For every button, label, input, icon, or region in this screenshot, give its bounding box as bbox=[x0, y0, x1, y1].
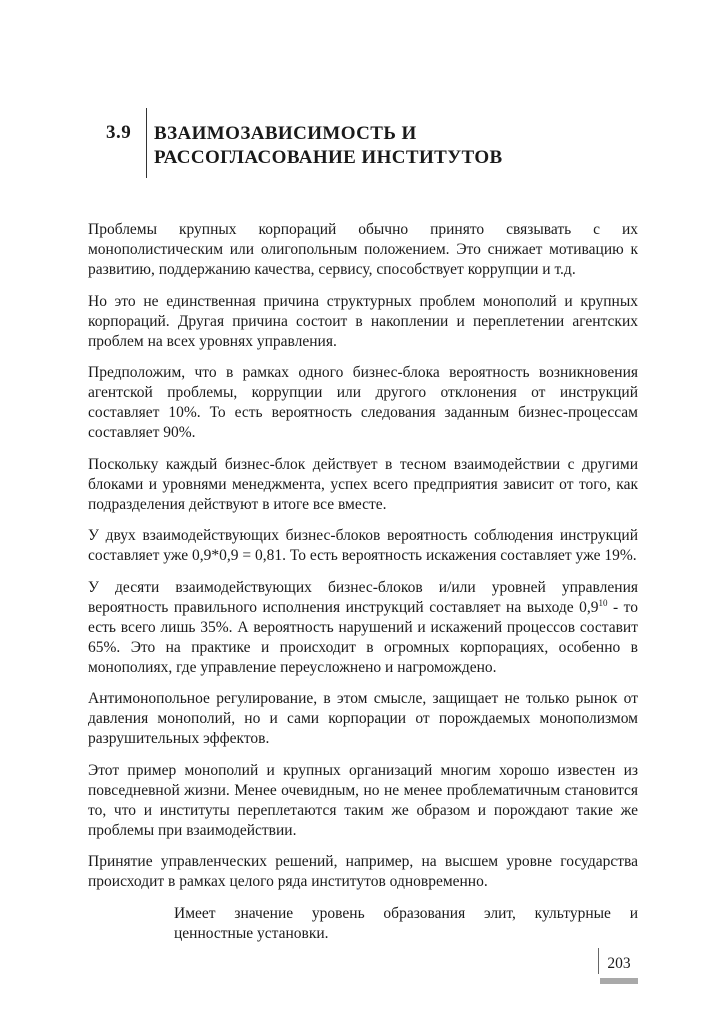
paragraph: Принятие управленческих решений, например, на высшем уровне государства происходит в рамках целого ряда институтов одновременно. bbox=[88, 853, 638, 890]
page-number-bar bbox=[600, 978, 638, 984]
paragraph: Поскольку каждый бизнес-блок действует в тесном взаимодействии с другими блоками и уровнями менеджмента, успех всего предприятия зависит от того, как подразделения действуют в итоге все вместе. bbox=[88, 455, 638, 513]
section-title-line: РАССОГЛАСОВАНИЕ ИНСТИТУТОВ bbox=[154, 147, 503, 168]
paragraph-part: - то есть всего лишь 35%. А вероятность нарушений и искажений процессов составит 65%. Это на практике и происходит в огромных корпорациях, особенно в монополиях, где управление переусложнено и нагромождено. bbox=[88, 598, 638, 676]
paragraph: Этот пример монополий и крупных организаций многим хорошо известен из повседневной жизни. Менее очевидным, но не менее проблематичным становится то, что и институты переплетаются таким же образом и порождают такие же проблемы при взаимодействии. bbox=[88, 761, 638, 839]
body-text bbox=[88, 220, 638, 944]
paragraph: У двух взаимодействующих бизнес-блоков вероятность соблюдения инструкций составляет уже 0,9*0,9 = 0,81. То есть вероятность искажения составляет уже 19%. bbox=[88, 527, 638, 564]
page-number-rule bbox=[598, 948, 599, 974]
section-title bbox=[154, 122, 503, 170]
paragraph-with-exponent bbox=[88, 578, 638, 678]
paragraph: Но это не единственная причина структурных проблем монополий и крупных корпораций. Другая причина состоит в накоплении и переплетении агентских проблем на всех уровнях управления. bbox=[88, 292, 638, 350]
heading-divider bbox=[146, 108, 147, 178]
paragraph: Антимонопольное регулирование, в этом смысле, защищает не только рынок от давления монополий, но и сами корпорации от порождаемых монополизмом разрушительных эффектов. bbox=[88, 690, 638, 747]
exponent: 10 bbox=[598, 597, 608, 608]
section-number: 3.9 bbox=[106, 122, 132, 143]
bullet-text-line: ценностные установки. bbox=[174, 924, 329, 942]
bullet-text-line: Имеет значение уровень образования элит, культурные и bbox=[174, 904, 638, 922]
bullet-item bbox=[88, 904, 638, 944]
page-number: 203 bbox=[607, 955, 631, 972]
section-title-line: ВЗАИМОЗАВИСИМОСТЬ И bbox=[154, 123, 417, 144]
paragraph-part: У десяти взаимодействующих бизнес-блоков и/или уровней управления вероятность правильного исполнения инструкций составляет на выходе 0,9 bbox=[88, 578, 638, 616]
paragraph: Проблемы крупных корпораций обычно принято связывать с их монополистическим или олигопольным положением. Это снижает мотивацию к развитию, поддержанию качества, сервису, способствует коррупции и т.д. bbox=[88, 221, 638, 278]
section-heading bbox=[88, 108, 648, 182]
paragraph: Предположим, что в рамках одного бизнес-блока вероятность возникновения агентской проблемы, коррупции или другого отклонения от инструкций составляет 10%. То есть вероятность следования заданным бизнес-процессам составляет 90%. bbox=[88, 364, 638, 441]
